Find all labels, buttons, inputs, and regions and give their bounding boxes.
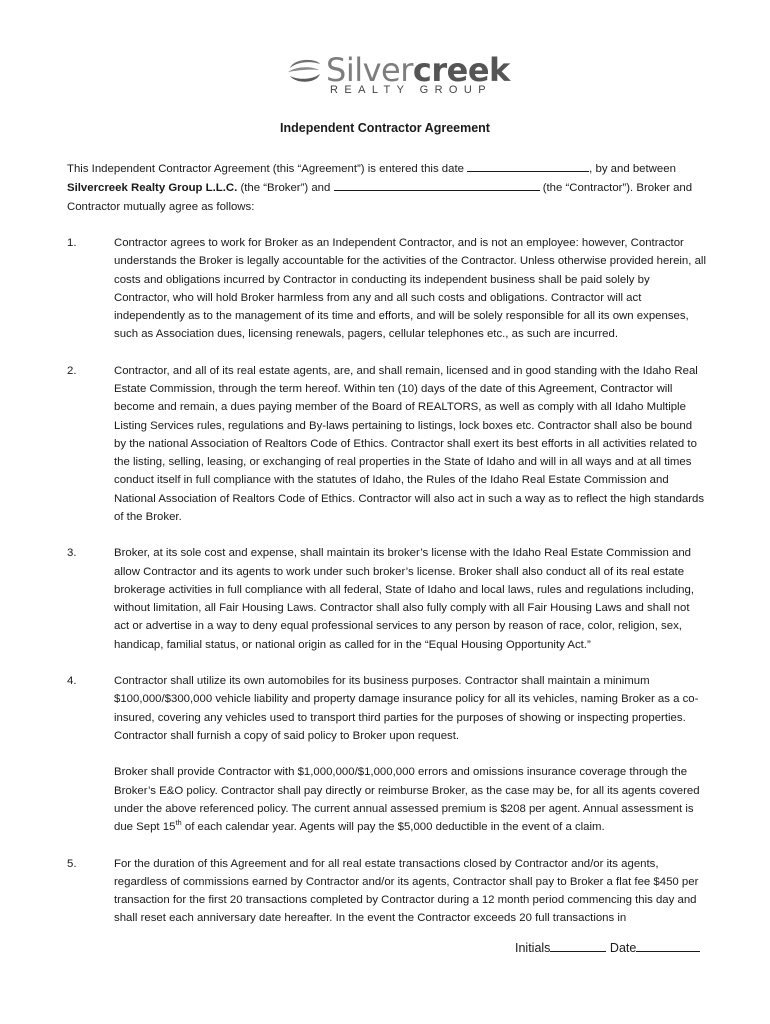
section-text: Contractor, and all of its real estate agents, are, and shall remain, licensed and in good standing with the Idaho Real Estate Commission, through the term hereof. Within ten (10) days of the date of this Agreement, Contractor will become and remain, a dues paying member of the Board of REALTORS, as well as comply with all Idaho Multiple Listing Services rules, regulations and By-laws pertaining to listings, lock boxes etc. Contractor shall also be bound by the national Association of Realtors Code of Ethics. Contractor shall exert its best efforts in all activities related to the listing, selling, leasing, or exchanging of real properties in the State of Idaho and will in all ways and at all times conduct itself in full compliance with the statutes of Idaho, the Rules of the Idaho Real Estate Commission and National Association of Realtors Code of Ethics. Contractor will also act in such a way as to reflect the high standards of the Broker. [114,364,705,523]
section-number: 5. [67,857,77,870]
intro-paragraph: This Independent Contractor Agreement (this “Agreement”) is entered this date , by and between Silvercreek Realty Group L.L.C. (the “Broker”) and (the “Contractor”). Broker and Contractor mutually agree as follows: [67,159,707,216]
section-number: 4. [67,675,77,687]
company-logo [286,50,510,100]
section-text: Broker, at its sole cost and expense, shall maintain its broker’s license with the Idaho Real Estate Commission and allow Contractor and its agents to work under such broker’s license. Broker shall also conduct all of its real estate brokerage activities in full compliance with all federal, State of Idaho and local laws, rules and regulations including, without limitation, all Fair Housing Laws. Contractor shall also fully comply with all Fair Housing Laws and shall not act or advertise in a way to deny equal professional services to any person by reason of race, color, religion, sex, handicap, familial status, or national origin as called for in the “Equal Housing Opportunity Act.” [114,547,694,651]
swirl-logo-icon [286,56,322,86]
document-title: Independent Contractor Agreement [280,121,490,135]
company-name: Silvercreek Realty Group L.L.C. [67,182,238,195]
initials-label: Initials [515,941,551,955]
contractor-name-blank[interactable] [334,178,540,191]
section-text: For the duration of this Agreement and for all real estate transactions closed by Contractor and/or its agents, regardless of commissions earned by Contractor and/or its agents, Contractor shall pay to Broker a flat fee $450 per transaction for the first 20 transactions completed by Contractor during a 12 month period commencing this day and shall reset each anniversary date hereafter. In the event the Contractor exceeds 20 full transactions in [114,857,699,925]
section-1 [67,234,707,344]
date-label: Date [609,941,637,955]
section-text: Contractor agrees to work for Broker as an Independent Contractor, and is not an employee: however, Contractor understands the Broker is legally accountable for the activities of the Contractor. Unless otherwise provided herein, all costs and obligations incurred by Contractor in conducting its independent business shall be paid solely by Contractor, who will hold Broker harmless from any and all such costs and obligations. Contractor will act independently as to the management of its time and efforts, and will be solely responsible for all its own expenses, such as Association dues, licensing renewals, pagers, cellular telephones etc., as such are incurred. [114,237,706,341]
section-text: Contractor shall utilize its own automobiles for its business purposes. Contractor shall maintain a minimum $100,000/$300,000 vehicle liability and property damage insurance policy for all its vehicles, naming Broker as a co-insured, covering any vehicles used to transport third parties for the purposes of showing or inspecting properties. Contractor shall furnish a copy of said policy to Broker upon request. [114,675,699,742]
section-number: 3. [67,547,77,560]
date-blank[interactable] [467,159,589,172]
section-text-insurance: Broker shall provide Contractor with $1,000,000/$1,000,000 errors and omissions insurance coverage through the Broker’s E&O policy. Contractor shall pay directly or reimburse Broker, as the case may be, for all its agents covered under the above referenced policy. The current annual assessed premium is $208 per agent. Annual assessment is due Sept 15th of each calendar year. Agents will pay the $5,000 deductible in the event of a claim. [114,766,700,833]
initials-blank[interactable] [550,939,606,952]
section-number: 1. [67,237,77,249]
section-5 [67,855,707,928]
logo-wordmark: Silvercreek [326,51,510,89]
section-2 [67,362,707,526]
section-3 [67,544,707,654]
initials-date-footer [515,939,700,955]
section-number: 2. [67,364,77,377]
section-4 [67,672,707,836]
footer-date-blank[interactable] [636,939,700,952]
logo-subtitle: REALTY GROUP [330,84,492,96]
agreement-body [67,159,707,946]
